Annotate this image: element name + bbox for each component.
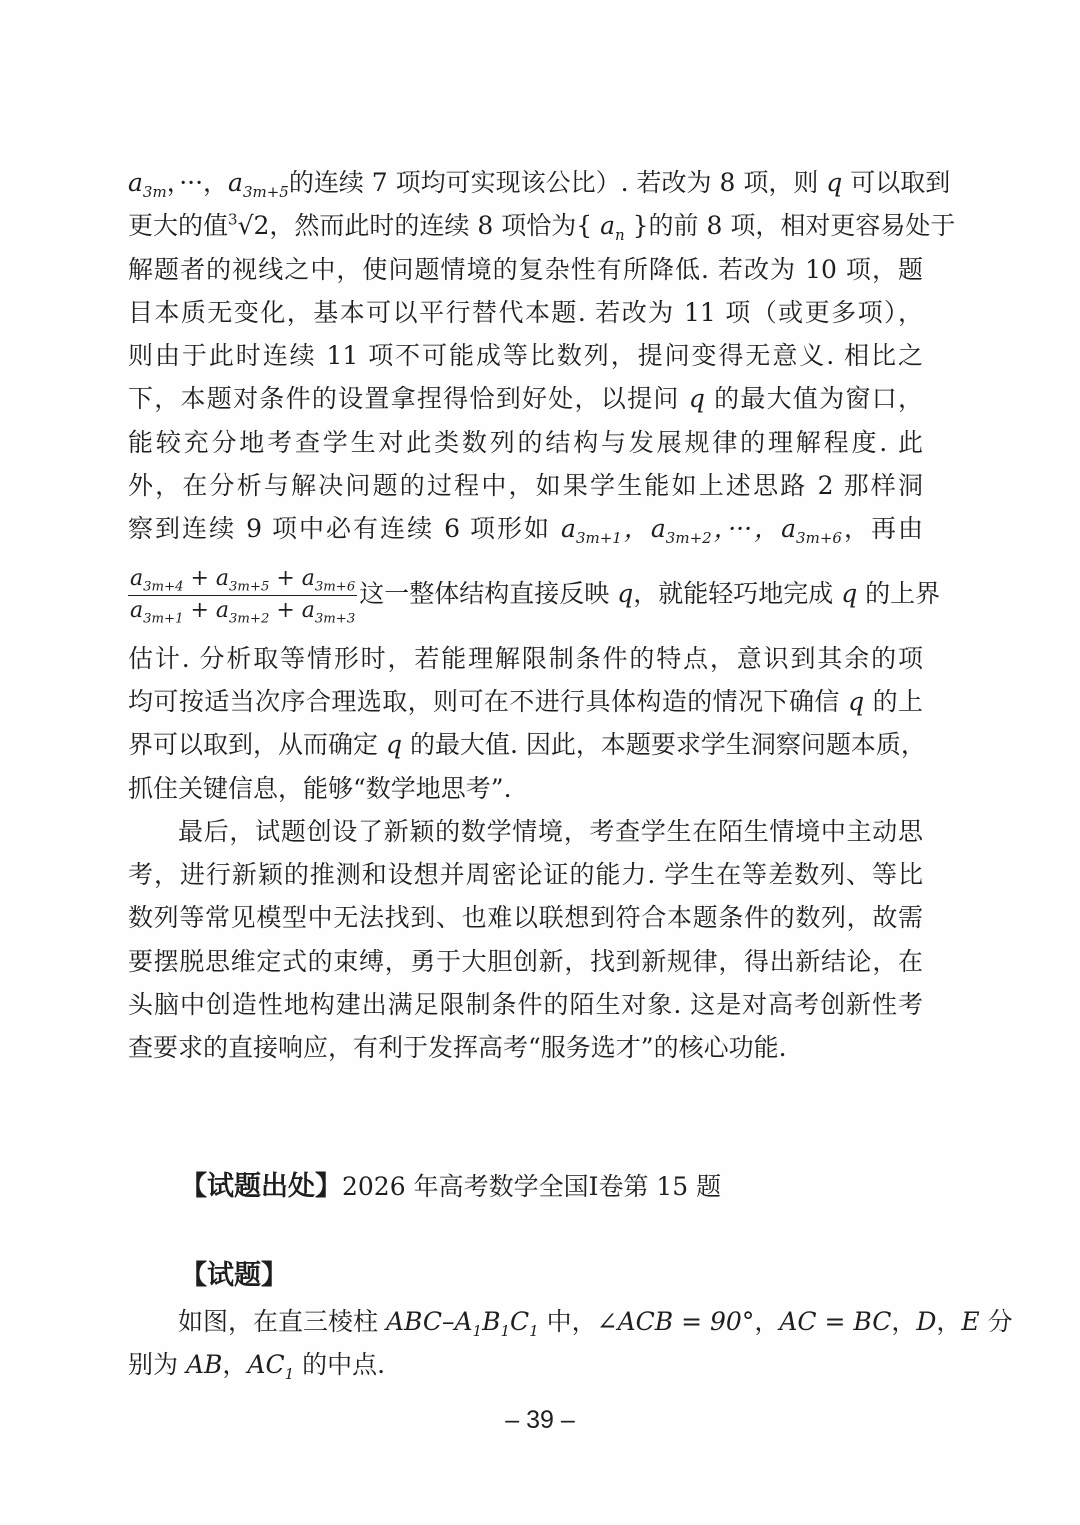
text-line: 能较充分地考查学生对此类数列的结构与发展规律的理解程度. 此 [128, 427, 923, 457]
math-expr: $a_{3m+5}$ [228, 168, 289, 201]
text-line: 考，进行新颖的推测和设想并周密论证的能力. 学生在等差数列、等比 [128, 860, 923, 890]
math-var-q: q [688, 384, 705, 414]
text-line: 最后，试题创设了新颖的数学情境，考查学生在陌生情境中主动思 [178, 816, 923, 846]
text-line: $a_{3m}$，···，$a_{3m+5}$的连续 7 项均可实现该公比）. 若改为 8 项，则 q 可以取到 [128, 168, 951, 201]
text-line: 如图，在直三棱柱 ABC–$A_1B_1C_1$ 中，∠ACB = 90°，AC = BC，D，E 分 [178, 1307, 1013, 1340]
math-expr: $a_{3m}$ [128, 168, 167, 201]
text-line: 外，在分析与解决问题的过程中，如果学生能如上述思路 2 那样洞 [128, 471, 923, 501]
text-line: 别为 AB，$AC_1$ 的中点. [128, 1350, 386, 1384]
math-expr: D [916, 1307, 937, 1336]
math-expr: $AC_1$ [247, 1350, 295, 1384]
text-line: 均可按适当次序合理选取，则可在不进行具体构造的情况下确信 q 的上 [128, 686, 923, 716]
text-line: 抓住关键信息，能够“数学地思考”. [128, 773, 512, 803]
math-expr: AB [185, 1350, 223, 1380]
math-fraction: $\frac{a_{3m+4} + a_{3m+5} + a_{3m+6}}{a_{3m+1} + a_{3m+2} + a_{3m+3}}$ [130, 566, 356, 627]
math-expr: ∠ACB = 90° [596, 1307, 755, 1336]
text-line: 查要求的直接响应，有利于发挥高考“服务选才”的核心功能. [128, 1033, 787, 1063]
text-line: 察到连续 9 项中必有连续 6 项形如 $a_{3m+1}$，$a_{3m+2}$，···，$a_{3m+6}$，再由 [128, 514, 924, 548]
math-var-q: q [848, 686, 865, 716]
text-line: 数列等常见模型中无法找到、也难以联想到符合本题条件的数列，故需 [128, 903, 923, 933]
math-expr: $a_{3m+1}$，$a_{3m+2}$，···，$a_{3m+6}$ [561, 514, 842, 548]
math-expr: AC = BC [779, 1307, 892, 1336]
page-number: – 39 – [505, 1406, 575, 1434]
math-var-q: q [385, 730, 402, 760]
text-line: 界可以取到，从而确定 q 的最大值. 因此，本题要求学生洞察问题本质， [128, 730, 926, 760]
math-var-q: q [617, 578, 634, 608]
question-text [128, 1300, 1013, 1387]
text-line: 则由于此时连续 11 项不可能成等比数列，提问变得无意义. 相比之 [128, 341, 923, 371]
source-text: 2026 年高考数学全国Ⅰ卷第 15 题 [342, 1172, 722, 1201]
question-heading: 【试题】 [180, 1260, 288, 1291]
math-cube-root-2: $^3$√2 [228, 210, 270, 241]
math-expr: ABC–$A_1B_1C_1$ [385, 1307, 539, 1340]
paragraph-analysis [128, 161, 956, 1070]
text-line: 更大的值$^3$√2，然而此时的连续 8 项恰为{ $a_n$ }的前 8 项，相对更容易处于 [128, 210, 956, 245]
text-line: $\frac{a_{3m+4} + a_{3m+5} + a_{3m+6}}{a_{3m+1} + a_{3m+2} + a_{3m+3}}$ 这一整体结构直接反映 q，就能轻巧地完成 q 的上界 [130, 566, 941, 627]
text-line: 估计. 分析取等情形时，若能理解限制条件的特点，意识到其余的项 [128, 643, 923, 673]
question-source [180, 1165, 721, 1209]
text-line: 解题者的视线之中，使问题情境的复杂性有所降低. 若改为 10 项，题 [128, 254, 923, 284]
math-expr: E [961, 1307, 980, 1336]
text-line: 要摆脱思维定式的束缚，勇于大胆创新，找到新规律，得出新结论，在 [128, 946, 923, 976]
math-var-q: q [826, 168, 843, 197]
source-label: 【试题出处】 [180, 1171, 342, 1202]
math-var-q: q [841, 578, 858, 608]
text-line: 下，本题对条件的设置拿捏得恰到好处，以提问 q 的最大值为窗口， [128, 384, 923, 414]
text-line: 目本质无变化，基本可以平行替代本题. 若改为 11 项（或更多项）， [128, 297, 923, 327]
text-line: 头脑中创造性地构建出满足限制条件的陌生对象. 这是对高考创新性考 [128, 990, 923, 1020]
math-sequence: { $a_n$ } [576, 211, 649, 245]
